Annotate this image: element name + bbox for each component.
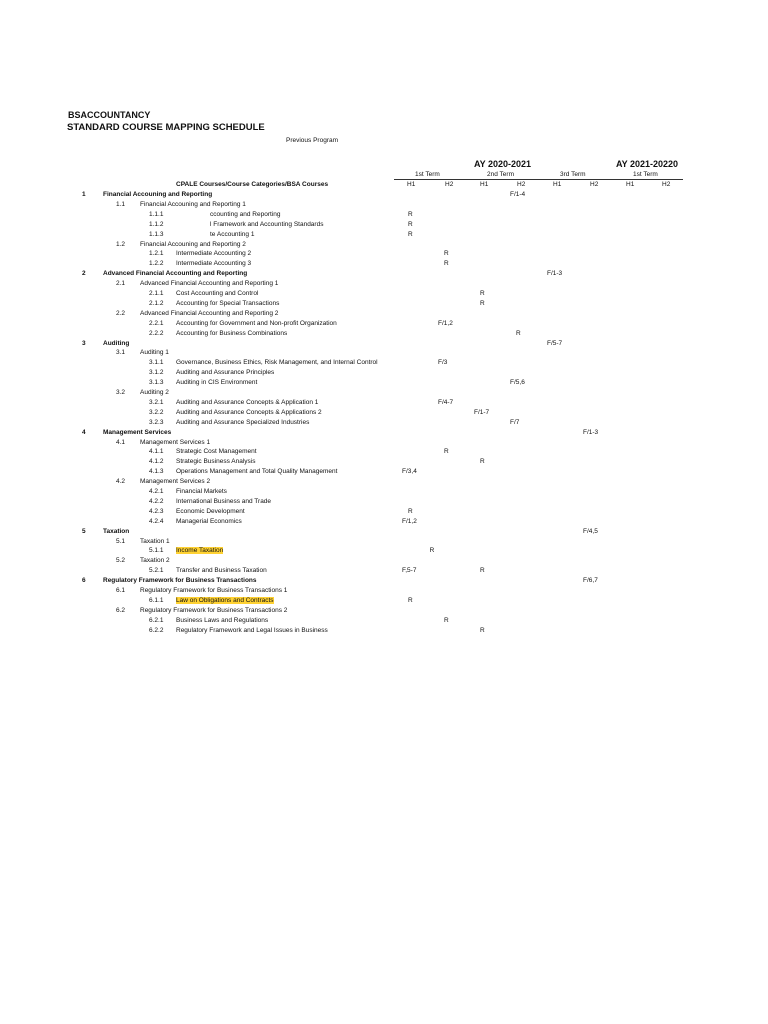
row-number: 1.2.1 [149, 250, 164, 258]
schedule-mark: R [480, 626, 485, 634]
row-number: 4.2.3 [149, 507, 164, 515]
h-label: H2 [590, 181, 599, 188]
row-title: Financial Accouning and Reporting 1 [140, 200, 246, 208]
schedule-mark: F/7 [510, 418, 520, 426]
schedule-mark: F/1-3 [547, 270, 563, 278]
row-title: Accounting for Government and Non-profit Organization [176, 319, 337, 327]
row-title: Income Taxation [176, 547, 224, 555]
schedule-mark: F/1-7 [474, 408, 490, 416]
row-number: 4.1.3 [149, 468, 164, 476]
row-number: 2.2 [116, 309, 126, 317]
row-number: 1.1 [116, 200, 126, 208]
row-number: 2.2.2 [149, 329, 164, 337]
page-title: STANDARD COURSE MAPPING SCHEDULE [67, 122, 265, 133]
row-title: Management Services [103, 428, 172, 436]
ay-2020-heading: AY 2020-2021 [474, 159, 532, 169]
schedule-mark: F/1-3 [583, 428, 599, 436]
column-header: CPALE Courses/Course Categories/BSA Courses [176, 181, 329, 188]
row-title: Accounting for Business Combinations [176, 329, 288, 337]
row-number: 6.2.1 [149, 616, 164, 624]
row-number: 6.1 [116, 587, 126, 594]
row-number: 5.1.1 [149, 547, 164, 555]
schedule-mark: R [408, 220, 413, 228]
schedule-mark: F/6,7 [583, 577, 598, 585]
row-title: Business Laws and Regulations [176, 616, 269, 624]
row-number: 2.1.2 [149, 299, 164, 307]
row-title: Auditing and Assurance Concepts & Application 1 [176, 398, 319, 406]
row-number: 5.1 [116, 537, 126, 545]
row-number: 3.1.3 [149, 379, 164, 387]
schedule-mark: R [444, 448, 449, 456]
previous-program-label: Previous Program [286, 137, 339, 144]
row-title: Strategic Cost Management [176, 448, 257, 456]
schedule-mark: F/4-7 [438, 398, 454, 406]
schedule-mark: R [444, 260, 449, 268]
schedule-mark: R [429, 547, 435, 555]
row-number: 4.1 [116, 438, 126, 446]
row-number: 4.2.1 [149, 488, 164, 495]
schedule-mark: F/1,2 [438, 319, 453, 327]
schedule-mark: R [408, 230, 413, 238]
schedule-mark: F/4,5 [583, 527, 598, 535]
row-number: 1.1.2 [149, 220, 164, 228]
row-number: 4.2 [116, 478, 126, 486]
row-title: Advanced Financial Accounting and Reporting 1 [140, 280, 279, 288]
program-name: BSACCOUNTANCY [68, 110, 151, 120]
row-title: Accounting for Special Transactions [176, 299, 280, 307]
row-number: 1.1.1 [149, 210, 164, 218]
row-title: Auditing and Assurance Specialized Industries [176, 418, 310, 426]
row-number: 3.2.2 [149, 408, 164, 416]
schedule-mark: R [480, 290, 485, 297]
row-number: 6 [82, 577, 86, 585]
header-rule [394, 179, 683, 180]
row-title: Advanced Financial Accounting and Reporting [103, 270, 248, 278]
row-title: Intermediate Accounting 3 [176, 260, 252, 268]
row-number: 3.1 [116, 349, 126, 357]
h-label: H2 [517, 181, 526, 188]
term-2-label: 2nd Term [487, 171, 514, 178]
row-title: Intermediate Accounting 2 [176, 250, 252, 258]
schedule-mark: F/1-4 [510, 191, 526, 198]
row-number: 6.2.2 [149, 626, 164, 634]
schedule-mark: R [408, 210, 413, 218]
row-title: Cost Accounting and Control [176, 290, 259, 297]
schedule-mark: R [408, 596, 413, 604]
term-4-label: 1st Term [633, 171, 658, 178]
row-title: Auditing 2 [140, 389, 169, 396]
row-title: International Business and Trade [176, 497, 272, 505]
row-title: Management Services 2 [140, 478, 211, 486]
row-number: 4.1.1 [149, 448, 164, 456]
row-number: 1.2 [116, 240, 126, 248]
row-title: Operations Management and Total Quality Management [176, 468, 338, 476]
row-title: Regulatory Framework for Business Transactions 2 [140, 606, 288, 614]
row-title: Regulatory Framework for Business Transactions [103, 577, 257, 585]
row-title: Taxation [103, 527, 130, 535]
row-number: 5.2.1 [149, 567, 164, 575]
row-title: Financial Accouning and Reporting 2 [140, 240, 246, 248]
row-title: Law on Obligations and Contracts [176, 596, 274, 604]
term-3-label: 3rd Term [560, 171, 586, 178]
ay-2021-heading: AY 2021-20220 [616, 159, 679, 169]
row-number: 3.2 [116, 389, 126, 396]
row-number: 1.2.2 [149, 260, 164, 268]
row-title: te Accounting 1 [210, 230, 255, 238]
h-label: H2 [662, 181, 671, 188]
h-label: H1 [480, 181, 489, 188]
row-number: 3 [82, 339, 86, 347]
row-number: 3.2.1 [149, 398, 164, 406]
row-title: ccounting and Reporting [210, 210, 281, 218]
row-number: 5.2 [116, 557, 126, 565]
term-1-label: 1st Term [415, 171, 440, 178]
row-title: Economic Development [176, 507, 245, 515]
h-label: H2 [445, 181, 454, 188]
row-number: 3.1.1 [149, 359, 164, 367]
row-number: 4.1.2 [149, 458, 164, 466]
schedule-mark: R [516, 329, 521, 337]
row-title: Governance, Business Ethics, Risk Management, and Internal Control [176, 359, 378, 367]
row-number: 1 [82, 191, 86, 198]
row-title: Taxation 2 [140, 557, 170, 565]
row-title: Financial Markets [176, 488, 227, 495]
schedule-mark: F/3,4 [402, 468, 417, 476]
row-number: 2.1.1 [149, 290, 164, 297]
row-title: Regulatory Framework for Business Transactions 1 [140, 587, 288, 594]
row-number: 4.2.4 [149, 517, 164, 525]
row-title: Managerial Economics [176, 517, 242, 525]
row-title: Auditing and Assurance Concepts & Applications 2 [176, 408, 322, 416]
schedule-mark: R [480, 567, 485, 575]
row-number: 6.2 [116, 606, 126, 614]
row-title: Taxation 1 [140, 537, 170, 545]
row-number: 3.2.3 [149, 418, 164, 426]
row-number: 2 [82, 270, 86, 278]
row-number: 6.1.1 [149, 596, 164, 604]
schedule-mark: F/3 [438, 359, 448, 367]
row-number: 5 [82, 527, 86, 535]
row-number: 4.2.2 [149, 497, 164, 505]
row-title: l Framework and Accounting Standards [210, 220, 324, 228]
row-title: Regulatory Framework and Legal Issues in Business [176, 626, 328, 634]
row-number: 1.1.3 [149, 230, 164, 238]
schedule-mark: R [480, 458, 485, 466]
row-title: Advanced Financial Accounting and Reporting 2 [140, 309, 279, 317]
row-title: Transfer and Business Taxation [176, 567, 267, 575]
row-title: Auditing 1 [140, 349, 169, 357]
row-number: 2.2.1 [149, 319, 164, 327]
h-label: H1 [553, 181, 562, 188]
h-label: H1 [407, 181, 416, 188]
schedule-mark: F/5,6 [510, 379, 525, 387]
row-title: Management Services 1 [140, 438, 211, 446]
row-number: 3.1.2 [149, 369, 164, 377]
row-number: 4 [82, 428, 86, 436]
row-title: Auditing in CIS Environment [176, 379, 258, 387]
schedule-mark: R [444, 616, 449, 624]
schedule-mark: F/5-7 [547, 339, 563, 347]
h-label: H1 [626, 181, 635, 188]
schedule-mark: R [408, 507, 413, 515]
row-title: Strategic Business Analysis [176, 458, 256, 466]
row-number: 2.1 [116, 280, 126, 288]
schedule-mark: F/1,2 [402, 517, 417, 525]
row-title: Auditing [103, 339, 130, 347]
schedule-mark: F,5-7 [402, 567, 417, 575]
row-title: Auditing and Assurance Principles [176, 369, 275, 377]
row-title: Financial Accouning and Reporting [103, 191, 213, 198]
schedule-mark: R [480, 299, 485, 307]
schedule-mark: R [444, 250, 449, 258]
